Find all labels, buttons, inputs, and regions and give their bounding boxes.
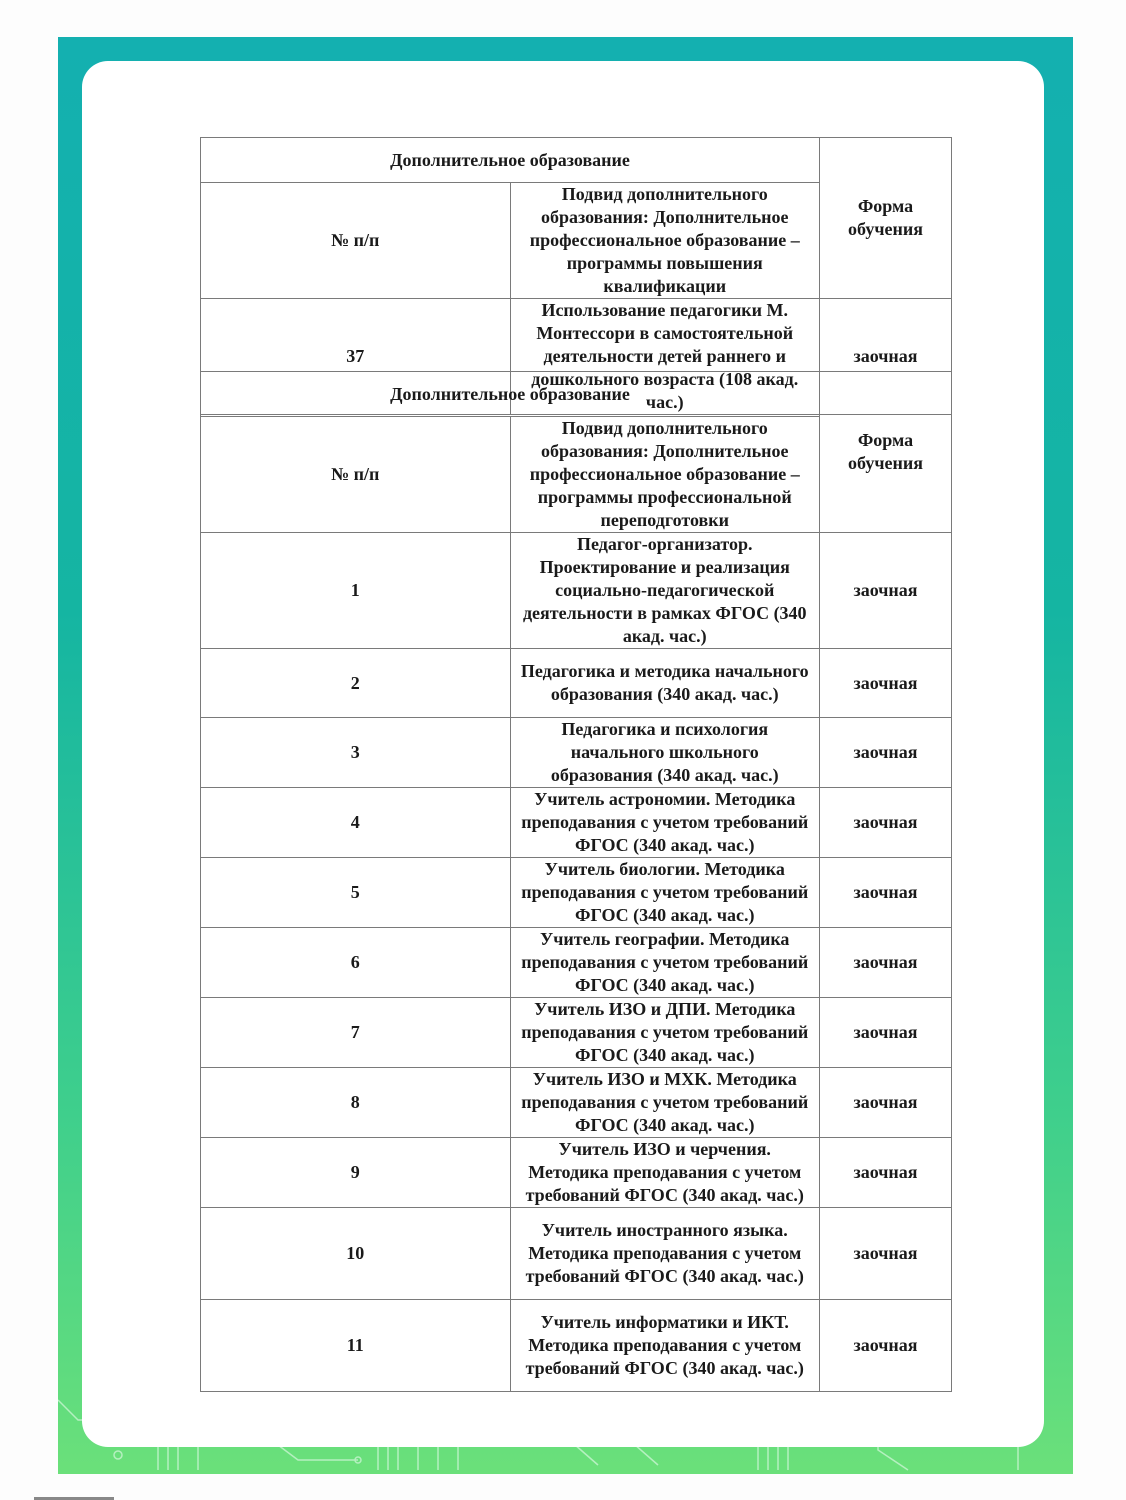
table-row bbox=[201, 788, 952, 858]
table-row bbox=[201, 1138, 952, 1208]
row-number: 2 bbox=[201, 649, 511, 718]
row-form: заочная bbox=[820, 928, 952, 998]
row-title: Учитель биологии. Методика преподавания с учетом требований ФГОС (340 акад. час.) bbox=[510, 858, 820, 928]
row-form: заочная bbox=[820, 998, 952, 1068]
table-row bbox=[201, 1208, 952, 1300]
table-row bbox=[201, 533, 952, 649]
subtype-column-header: Подвид дополнительного образования: Дополнительное профессиональное образование – программы профессиональной переподготовки bbox=[510, 417, 820, 533]
section-header: Дополнительное образование bbox=[201, 372, 820, 417]
row-title: Использование педагогики М. Монтессори в самостоятельной деятельности детей раннего и дошкольного возраста (108 акад. час.) bbox=[510, 299, 820, 415]
table-row bbox=[201, 718, 952, 788]
row-title: Учитель информатики и ИКТ. Методика преподавания с учетом требований ФГОС (340 акад. час.) bbox=[510, 1300, 820, 1392]
row-number: 9 bbox=[201, 1138, 511, 1208]
row-title: Педагогика и методика начального образования (340 акад. час.) bbox=[510, 649, 820, 718]
row-form: заочная bbox=[820, 649, 952, 718]
row-title: Педагог-организатор. Проектирование и реализация социально-педагогической деятельности в рамках ФГОС (340 акад. час.) bbox=[510, 533, 820, 649]
row-number: 37 bbox=[201, 299, 511, 415]
table-row bbox=[201, 928, 952, 998]
row-form: заочная bbox=[820, 1208, 952, 1300]
table-row bbox=[201, 998, 952, 1068]
row-form: заочная bbox=[820, 533, 952, 649]
row-title: Учитель астрономии. Методика преподавания с учетом требований ФГОС (340 акад. час.) bbox=[510, 788, 820, 858]
row-form: заочная bbox=[820, 858, 952, 928]
row-title: Учитель географии. Методика преподавания с учетом требований ФГОС (340 акад. час.) bbox=[510, 928, 820, 998]
subtype-column-header: Подвид дополнительного образования: Дополнительное профессиональное образование – программы повышения квалификации bbox=[510, 183, 820, 299]
form-column-header: Форма обучения bbox=[820, 372, 952, 533]
table-row bbox=[201, 858, 952, 928]
table-row bbox=[201, 649, 952, 718]
form-column-header: Форма обучения bbox=[820, 138, 952, 299]
row-form: заочная bbox=[820, 788, 952, 858]
row-form: заочная bbox=[820, 299, 952, 415]
row-number: 8 bbox=[201, 1068, 511, 1138]
row-number: 4 bbox=[201, 788, 511, 858]
number-column-header: № п/п bbox=[201, 417, 511, 533]
row-title: Учитель ИЗО и ДПИ. Методика преподавания с учетом требований ФГОС (340 акад. час.) bbox=[510, 998, 820, 1068]
number-column-header: № п/п bbox=[201, 183, 511, 299]
retraining-programs-table bbox=[200, 371, 952, 1392]
row-number: 3 bbox=[201, 718, 511, 788]
row-number: 6 bbox=[201, 928, 511, 998]
row-title: Педагогика и психология начального школьного образования (340 акад. час.) bbox=[510, 718, 820, 788]
row-number: 5 bbox=[201, 858, 511, 928]
row-number: 11 bbox=[201, 1300, 511, 1392]
row-title: Учитель ИЗО и МХК. Методика преподавания с учетом требований ФГОС (340 акад. час.) bbox=[510, 1068, 820, 1138]
row-number: 7 bbox=[201, 998, 511, 1068]
row-number: 1 bbox=[201, 533, 511, 649]
table-row bbox=[201, 1068, 952, 1138]
row-form: заочная bbox=[820, 1138, 952, 1208]
table-row bbox=[201, 1300, 952, 1392]
row-title: Учитель ИЗО и черчения. Методика преподавания с учетом требований ФГОС (340 акад. час.) bbox=[510, 1138, 820, 1208]
row-form: заочная bbox=[820, 1068, 952, 1138]
row-form: заочная bbox=[820, 1300, 952, 1392]
section-header: Дополнительное образование bbox=[201, 138, 820, 183]
row-title: Учитель иностранного языка. Методика преподавания с учетом требований ФГОС (340 акад. час.) bbox=[510, 1208, 820, 1300]
row-form: заочная bbox=[820, 718, 952, 788]
row-number: 10 bbox=[201, 1208, 511, 1300]
